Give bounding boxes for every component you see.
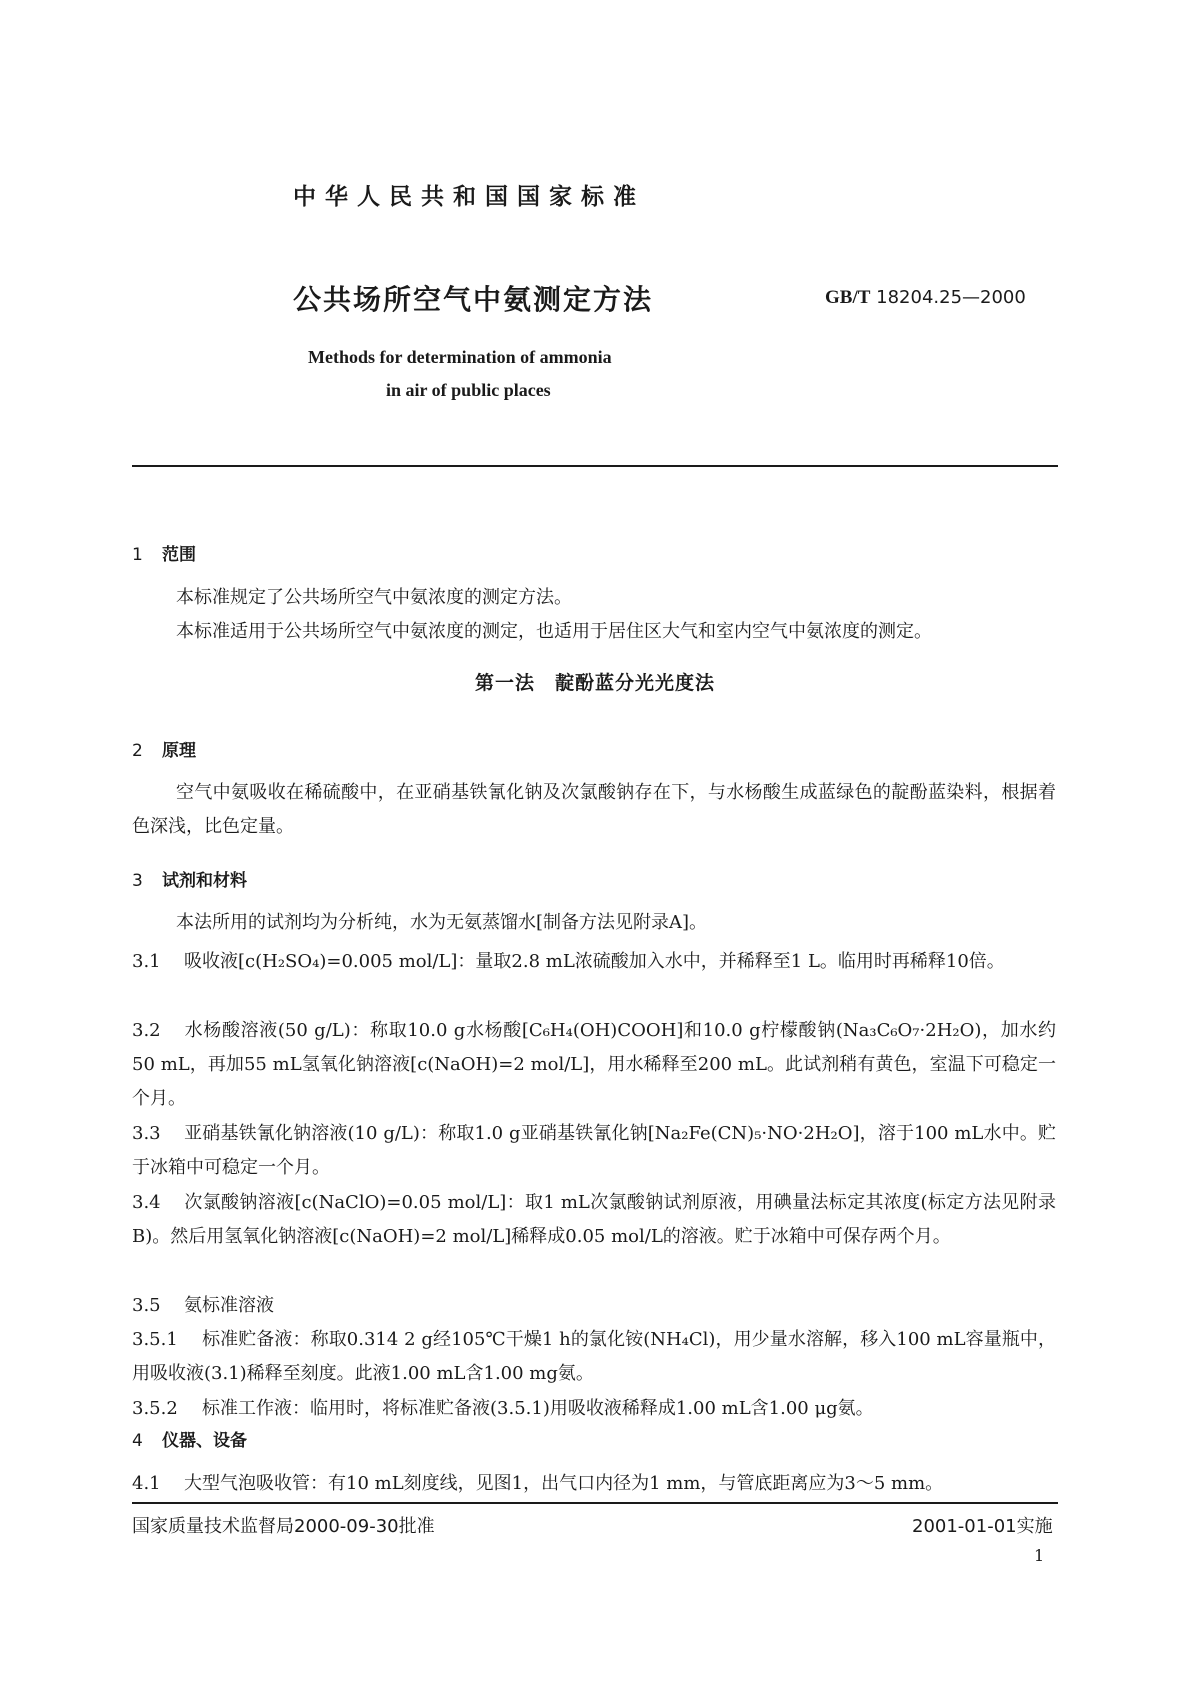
section-3-heading bbox=[132, 866, 247, 891]
item-text: 亚硝基铁氰化钠溶液(10 g/L)：称取1.0 g亚硝基铁氰化钠[Na₂Fe(CN)₅·NO·2H₂O]，溶于100 mL水中。贮于冰箱中可稳定一个月。 bbox=[132, 1123, 1056, 1178]
item-3-5 bbox=[132, 1289, 1056, 1323]
section-1-paragraph-1: 本标准规定了公共场所空气中氨浓度的测定方法。 bbox=[176, 587, 572, 608]
document-title-cn: 公共场所空气中氨测定方法 bbox=[293, 283, 654, 316]
page-number: 1 bbox=[1034, 1546, 1045, 1565]
item-text: 氨标准溶液 bbox=[184, 1295, 274, 1316]
section-2-paragraph: 空气中氨吸收在稀硫酸中，在亚硝基铁氰化钠及次氯酸钠存在下，与水杨酸生成蓝绿色的靛酚蓝染料，根据着色深浅，比色定量。 bbox=[132, 782, 1056, 837]
standard-number bbox=[825, 287, 1026, 309]
item-3-1 bbox=[132, 945, 1056, 979]
section-1-paragraph-2: 本标准适用于公共场所空气中氨浓度的测定，也适用于居住区大气和室内空气中氨浓度的测定。 bbox=[176, 621, 932, 642]
section-number: 4 bbox=[132, 1431, 143, 1451]
item-3-4 bbox=[132, 1186, 1056, 1254]
item-number: 3.5.2 bbox=[132, 1398, 178, 1419]
item-text: 标准工作液：临用时，将标准贮备液(3.5.1)用吸收液稀释成1.00 mL含1.00 μg氨。 bbox=[202, 1398, 874, 1419]
standard-number-value: 18204.25—2000 bbox=[876, 287, 1026, 308]
section-title: 试剂和材料 bbox=[162, 871, 247, 891]
item-number: 3.1 bbox=[132, 951, 161, 972]
item-3-5-1 bbox=[132, 1323, 1056, 1391]
section-3-intro: 本法所用的试剂均为分析纯，水为无氨蒸馏水[制备方法见附录A]。 bbox=[176, 912, 708, 933]
item-3-2 bbox=[132, 1014, 1056, 1116]
effective-date: 2001-01-01实施 bbox=[912, 1516, 1053, 1537]
item-text: 吸收液[c(H₂SO₄)=0.005 mol/L]：量取2.8 mL浓硫酸加入水中，并稀释至1 L。临用时再稀释10倍。 bbox=[184, 951, 1005, 972]
section-number: 3 bbox=[132, 871, 143, 891]
section-4-heading bbox=[132, 1426, 247, 1451]
item-text: 大型气泡吸收管：有10 mL刻度线，见图1，出气口内径为1 mm，与管底距离应为3～5 mm。 bbox=[184, 1473, 944, 1494]
section-title: 仪器、设备 bbox=[162, 1431, 247, 1451]
item-4-1 bbox=[132, 1467, 1056, 1501]
section-number: 2 bbox=[132, 741, 143, 761]
document-title-en-line1: Methods for determination of ammonia bbox=[308, 347, 612, 367]
item-number: 3.3 bbox=[132, 1123, 161, 1144]
document-title-en-line2: in air of public places bbox=[386, 380, 551, 400]
footer-divider bbox=[132, 1502, 1058, 1504]
item-text: 次氯酸钠溶液[c(NaClO)=0.05 mol/L]：取1 mL次氯酸钠试剂原液，用碘量法标定其浓度(标定方法见附录B)。然后用氢氧化钠溶液[c(NaOH)=2 mol/L]稀释成0.05 mol/L的溶液。贮于冰箱中可保存两个月。 bbox=[132, 1192, 1056, 1247]
header-divider bbox=[132, 465, 1058, 467]
approval-info: 国家质量技术监督局2000-09-30批准 bbox=[132, 1516, 435, 1537]
item-number: 4.1 bbox=[132, 1473, 161, 1494]
item-number: 3.5 bbox=[132, 1295, 161, 1316]
item-number: 3.2 bbox=[132, 1020, 161, 1041]
item-text: 标准贮备液：称取0.314 2 g经105℃干燥1 h的氯化铵(NH₄Cl)，用少量水溶解，移入100 mL容量瓶中，用吸收液(3.1)稀释至刻度。此液1.00 mL含1.00 mg氨。 bbox=[132, 1329, 1056, 1384]
section-title: 范围 bbox=[162, 545, 196, 565]
item-3-3 bbox=[132, 1117, 1056, 1185]
standard-prefix: GB/T bbox=[825, 287, 871, 308]
item-3-5-2 bbox=[132, 1392, 1056, 1426]
section-title: 原理 bbox=[162, 741, 196, 761]
method-title: 第一法 靛酚蓝分光光度法 bbox=[474, 672, 715, 694]
standard-type-header: 中华人民共和国国家标准 bbox=[293, 184, 645, 210]
section-2-heading bbox=[132, 736, 196, 761]
section-number: 1 bbox=[132, 545, 143, 565]
item-number: 3.5.1 bbox=[132, 1329, 178, 1350]
item-number: 3.4 bbox=[132, 1192, 161, 1213]
section-1-heading bbox=[132, 540, 196, 565]
item-text: 水杨酸溶液(50 g/L)：称取10.0 g水杨酸[C₆H₄(OH)COOH]和10.0 g柠檬酸钠(Na₃C₆O₇·2H₂O)，加水约50 mL，再加55 mL氢氧化钠溶液[c(NaOH)=2 mol/L]，用水稀释至200 mL。此试剂稍有黄色，室温下可稳定一个月。 bbox=[132, 1020, 1056, 1109]
